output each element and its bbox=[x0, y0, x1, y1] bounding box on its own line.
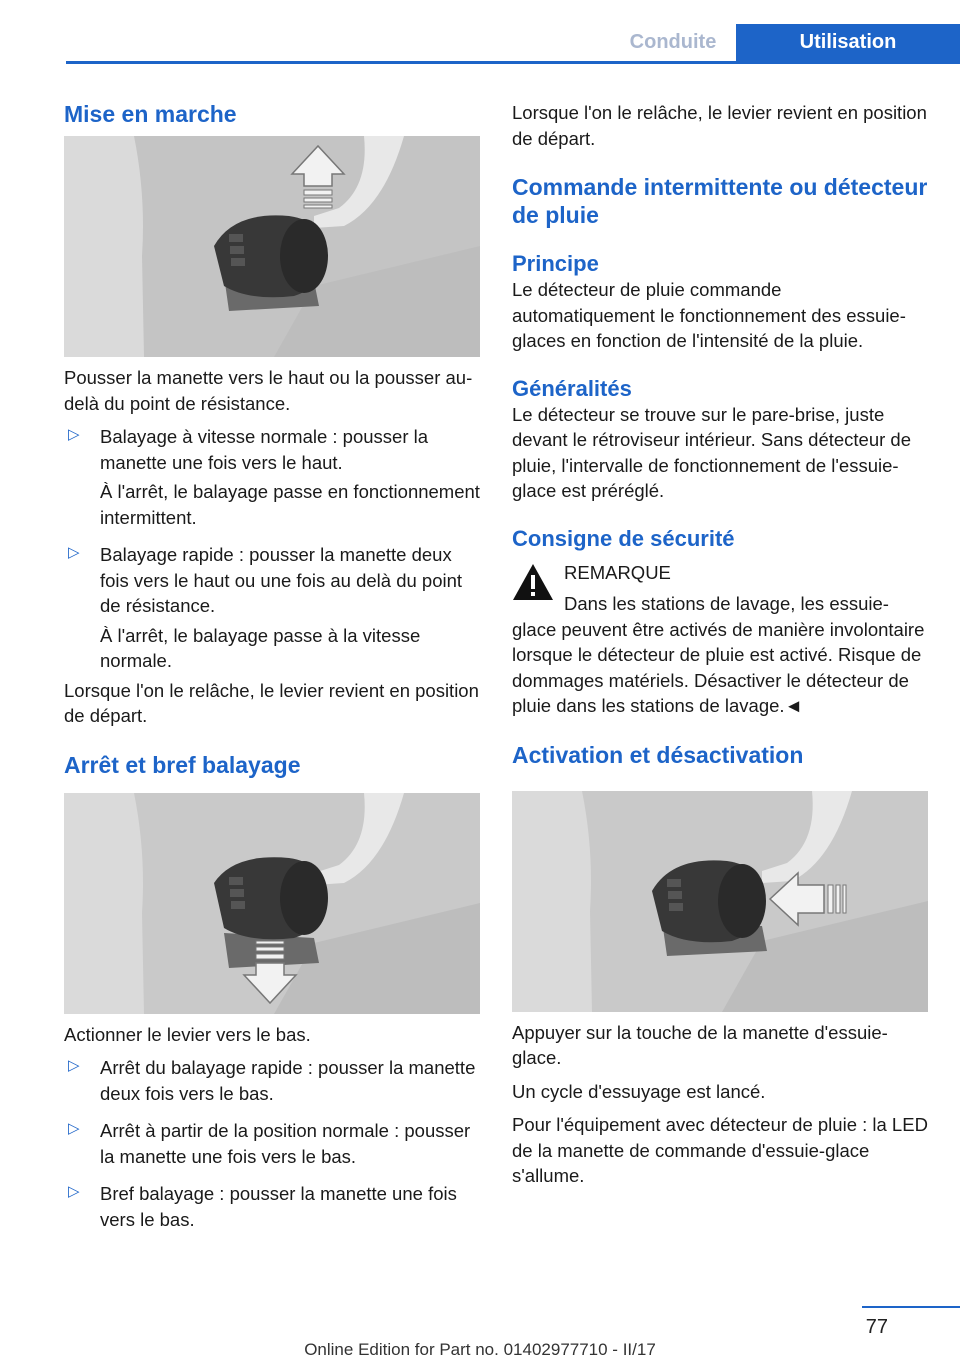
triangle-bullet-icon: ▷ bbox=[68, 1120, 80, 1137]
triangle-bullet-icon: ▷ bbox=[68, 1057, 80, 1074]
para-generalites: Le détecteur se trouve sur le pare-brise, juste devant le rétroviseur intérieur. Sans détecteur de pluie, l'intervalle de fonctionnement de l'essuie-glace est préréglé. bbox=[512, 403, 912, 501]
warning-label: REMARQUE bbox=[564, 561, 671, 583]
warning-note bbox=[512, 560, 928, 592]
list-item: ▷ Arrêt du balayage rapide : pousser la manette deux fois vers le bas. bbox=[68, 1057, 476, 1104]
heading-consigne-securite: Consigne de sécurité bbox=[512, 525, 735, 551]
lever-push-up-photo bbox=[64, 136, 480, 357]
para-cycle: Un cycle d'essuyage est lancé. bbox=[512, 1080, 766, 1102]
heading-generalites: Généralités bbox=[512, 375, 632, 401]
footer-rule bbox=[862, 1306, 960, 1308]
triangle-bullet-icon: ▷ bbox=[68, 1183, 80, 1200]
tab-conduite[interactable]: Conduite bbox=[610, 24, 736, 61]
para-equipement: Pour l'équipement avec détecteur de pluie : la LED de la manette de commande d'essuie-glace s'allume. bbox=[512, 1114, 928, 1186]
heading-mise-en-marche: Mise en marche bbox=[64, 101, 237, 127]
para-appuyer: Appuyer sur la touche de la manette d'essuie-glace. bbox=[512, 1021, 888, 1068]
list-item: ▷ Balayage à vitesse normale : pousser la manette une fois vers le haut. À l'arrêt, le balayage passe en fonctionnement intermittent. bbox=[68, 426, 480, 528]
list-item: ▷ Bref balayage : pousser la manette une fois vers le bas. bbox=[68, 1183, 457, 1230]
lever-push-down-photo bbox=[64, 793, 480, 1014]
para-relache-left: Lorsque l'on le relâche, le levier revient en position de départ. bbox=[64, 679, 479, 726]
para-actionner: Actionner le levier vers le bas. bbox=[64, 1023, 311, 1045]
left-column bbox=[64, 100, 480, 1236]
heading-arret-bref-balayage: Arrêt et bref balayage bbox=[64, 751, 301, 778]
tab-utilisation[interactable]: Utilisation bbox=[736, 24, 960, 61]
page-number: 77 bbox=[865, 1316, 888, 1338]
lever-button-photo bbox=[512, 791, 928, 1012]
heading-principe: Principe bbox=[512, 251, 599, 276]
para-relache-right: Lorsque l'on le relâche, le levier revient en position de départ. bbox=[512, 102, 927, 149]
triangle-bullet-icon: ▷ bbox=[68, 426, 80, 443]
heading-commande-intermittente: Commande intermittente ou détecteur de pluie bbox=[512, 174, 928, 228]
para-pousser: Pousser la manette vers le haut ou la pousser au-delà du point de résistance. bbox=[64, 367, 473, 414]
triangle-bullet-icon: ▷ bbox=[68, 544, 80, 561]
warning-triangle-icon bbox=[512, 562, 554, 602]
para-principe: Le détecteur de pluie commande automatiquement le fonctionnement des essuie-glaces en fonction de l'intensité de la pluie. bbox=[512, 279, 906, 351]
heading-activation: Activation et désactivation bbox=[512, 741, 804, 768]
list-item: ▷ Arrêt à partir de la position normale : pousser la manette une fois vers le bas. bbox=[68, 1120, 471, 1167]
header-rule bbox=[66, 61, 960, 64]
warning-text: Dans les stations de lavage, les essuie-glace peuvent être activés de manière involontaire lorsque le détecteur de pluie est activé. Risque de dommages matériels. Désactiver le détecteur de pluie dans les stations de lavage.◄ bbox=[512, 593, 925, 716]
edition-footer: Online Edition for Part no. 01402977710 - II/17 bbox=[304, 1340, 656, 1359]
list-item: ▷ Balayage rapide : pousser la manette deux fois vers le haut ou une fois au delà du point de résistance. À l'arrêt, le balayage passe à la vitesse normale. bbox=[68, 544, 463, 671]
right-column bbox=[512, 100, 928, 1189]
